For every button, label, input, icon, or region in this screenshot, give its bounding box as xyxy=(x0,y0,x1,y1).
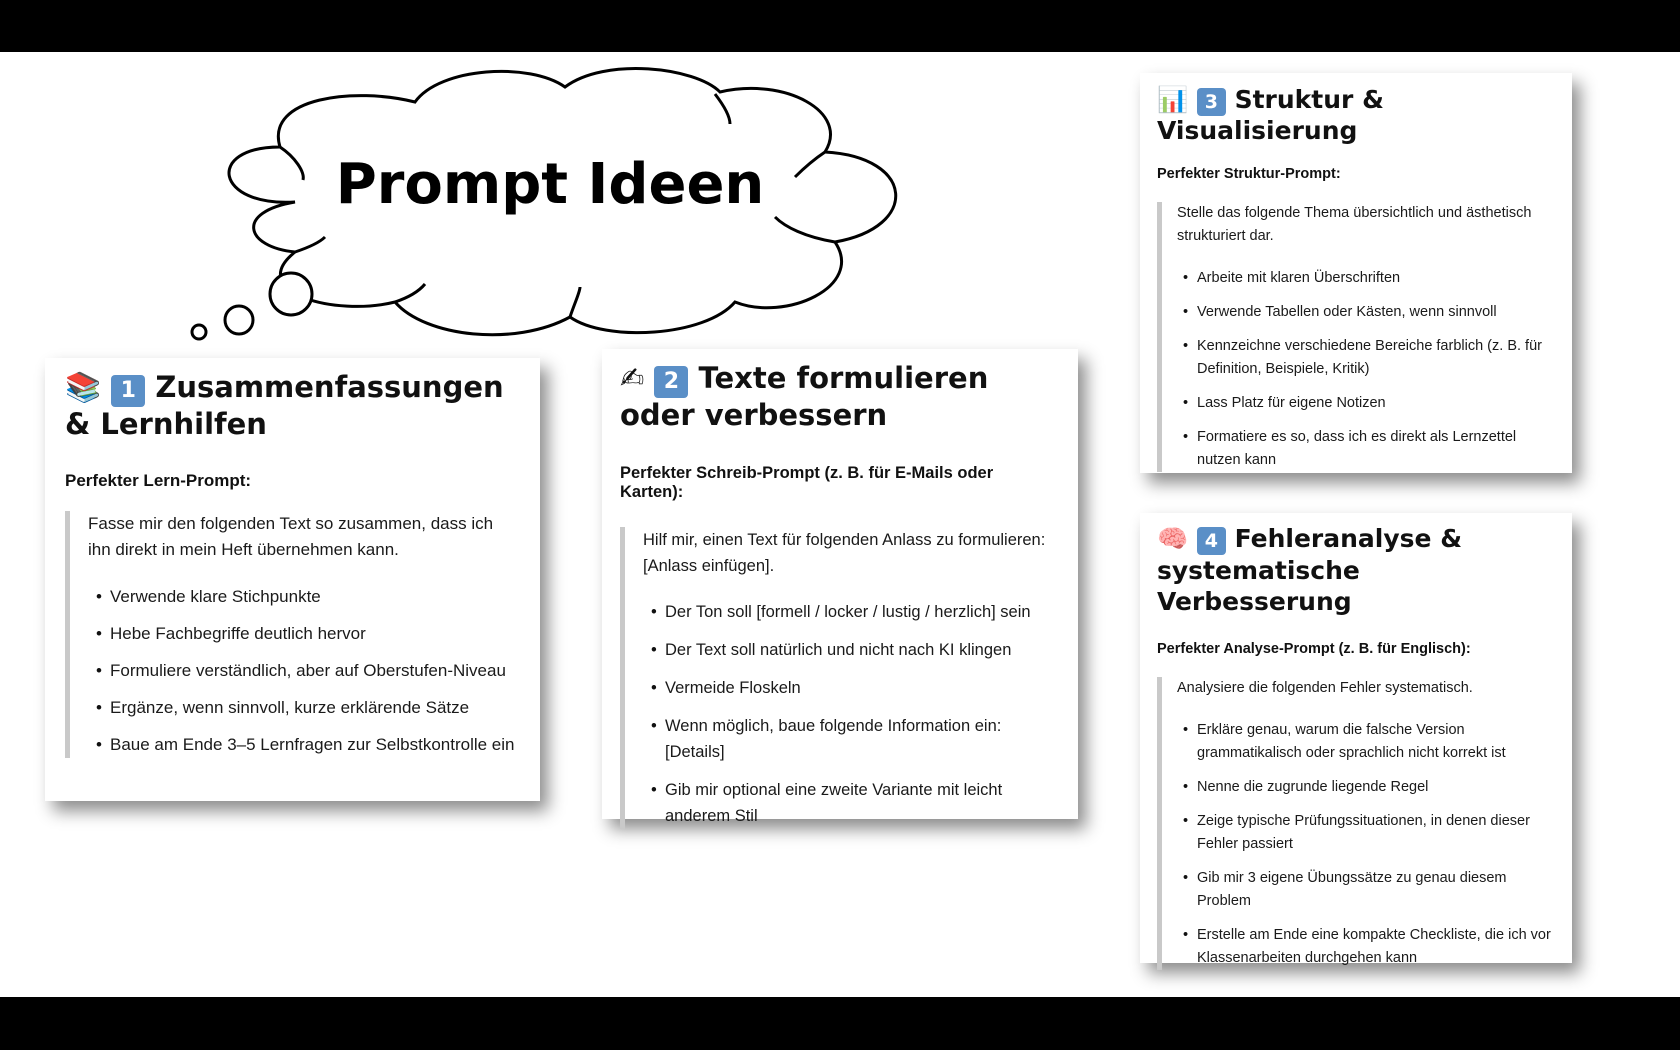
card-heading xyxy=(620,361,1060,432)
books-icon: 📚 xyxy=(65,370,102,404)
list-item: • Nenne die zugrunde liegende Regel xyxy=(1197,776,1555,799)
thought-cloud xyxy=(185,62,925,342)
slide xyxy=(0,52,1680,997)
number-badge: 1 xyxy=(111,375,145,407)
card-heading-text: Fehleranalyse & systematische Verbesserung xyxy=(1157,524,1462,616)
card-error-analysis xyxy=(1140,513,1572,966)
card-heading xyxy=(65,370,520,441)
list-item: • Erkläre genau, warum die falsche Version grammatikalisch oder sprachlich nicht korrekt ist xyxy=(1197,719,1555,765)
list-item: • Vermeide Floskeln xyxy=(665,675,1060,701)
list-item: • Erstelle am Ende eine kompakte Checkliste, die ich vor Klassenarbeiten durchgehen kann xyxy=(1197,924,1555,970)
list-item: • Ergänze, wenn sinnvoll, kurze erklärende Sätze xyxy=(110,695,520,721)
list-item: • Der Ton soll [formell / locker / lustig / herzlich] sein xyxy=(665,599,1060,625)
card-subheading: Perfekter Lern-Prompt: xyxy=(65,471,252,490)
prompt-intro: Hilf mir, einen Text für folgenden Anlass zu formulieren: [Anlass einfügen]. xyxy=(643,531,1046,575)
list-item: • Gib mir optional eine zweite Variante mit leicht anderem Stil xyxy=(665,777,1060,829)
prompt-bullets xyxy=(1177,267,1555,472)
card-subheading: Perfekter Struktur-Prompt: xyxy=(1157,166,1341,182)
list-item: • Zeige typische Prüfungssituationen, in denen dieser Fehler passiert xyxy=(1197,810,1555,856)
card-subheading: Perfekter Schreib-Prompt (z. B. für E-Mails oder Karten): xyxy=(620,464,994,501)
card-heading-text: Zusammenfassungen & Lernhilfen xyxy=(65,370,504,441)
page-title: Prompt Ideen xyxy=(335,152,765,217)
list-item: • Baue am Ende 3–5 Lernfragen zur Selbstkontrolle ein xyxy=(110,732,520,758)
prompt-intro: Fasse mir den folgenden Text so zusammen, dass ich ihn direkt in mein Heft übernehmen kann. xyxy=(88,514,494,559)
prompt-quote xyxy=(1157,677,1555,970)
list-item: • Lass Platz für eigene Notizen xyxy=(1197,392,1555,415)
number-badge: 3 xyxy=(1197,88,1226,116)
number-badge: 2 xyxy=(654,366,688,398)
bar-chart-icon: 📊 xyxy=(1157,85,1189,114)
brain-icon: 🧠 xyxy=(1157,524,1189,553)
card-heading-text: Texte formulieren oder verbessern xyxy=(620,361,989,432)
prompt-bullets xyxy=(88,584,520,758)
card-heading xyxy=(1157,523,1555,617)
prompt-intro: Stelle das folgende Thema übersichtlich und ästhetisch strukturiert dar. xyxy=(1177,205,1532,244)
list-item: • Hebe Fachbegriffe deutlich hervor xyxy=(110,621,520,647)
card-heading xyxy=(1157,85,1555,146)
prompt-intro: Analysiere die folgenden Fehler systematisch. xyxy=(1177,680,1473,696)
card-heading-text: Struktur & Visualisierung xyxy=(1157,85,1384,145)
list-item: • Verwende klare Stichpunkte xyxy=(110,584,520,610)
prompt-quote xyxy=(620,527,1060,829)
card-summaries xyxy=(45,358,540,801)
card-structure xyxy=(1140,73,1572,473)
prompt-quote xyxy=(65,511,520,758)
list-item: • Verwende Tabellen oder Kästen, wenn sinnvoll xyxy=(1197,301,1555,324)
writing-hand-icon: ✍ xyxy=(620,361,645,395)
list-item: • Formuliere verständlich, aber auf Oberstufen-Niveau xyxy=(110,658,520,684)
card-writing xyxy=(602,349,1078,825)
prompt-bullets xyxy=(1177,719,1555,970)
number-badge: 4 xyxy=(1197,527,1226,555)
list-item: • Arbeite mit klaren Überschriften xyxy=(1197,267,1555,290)
prompt-quote xyxy=(1157,202,1555,472)
card-subheading: Perfekter Analyse-Prompt (z. B. für Englisch): xyxy=(1157,641,1471,657)
list-item: • Wenn möglich, baue folgende Information ein: [Details] xyxy=(665,713,1060,765)
list-item: • Formatiere es so, dass ich es direkt als Lernzettel nutzen kann xyxy=(1197,426,1555,472)
list-item: • Der Text soll natürlich und nicht nach KI klingen xyxy=(665,637,1060,663)
prompt-bullets xyxy=(643,599,1060,829)
list-item: • Gib mir 3 eigene Übungssätze zu genau diesem Problem xyxy=(1197,867,1555,913)
list-item: • Kennzeichne verschiedene Bereiche farblich (z. B. für Definition, Beispiele, Kritik) xyxy=(1197,335,1555,381)
